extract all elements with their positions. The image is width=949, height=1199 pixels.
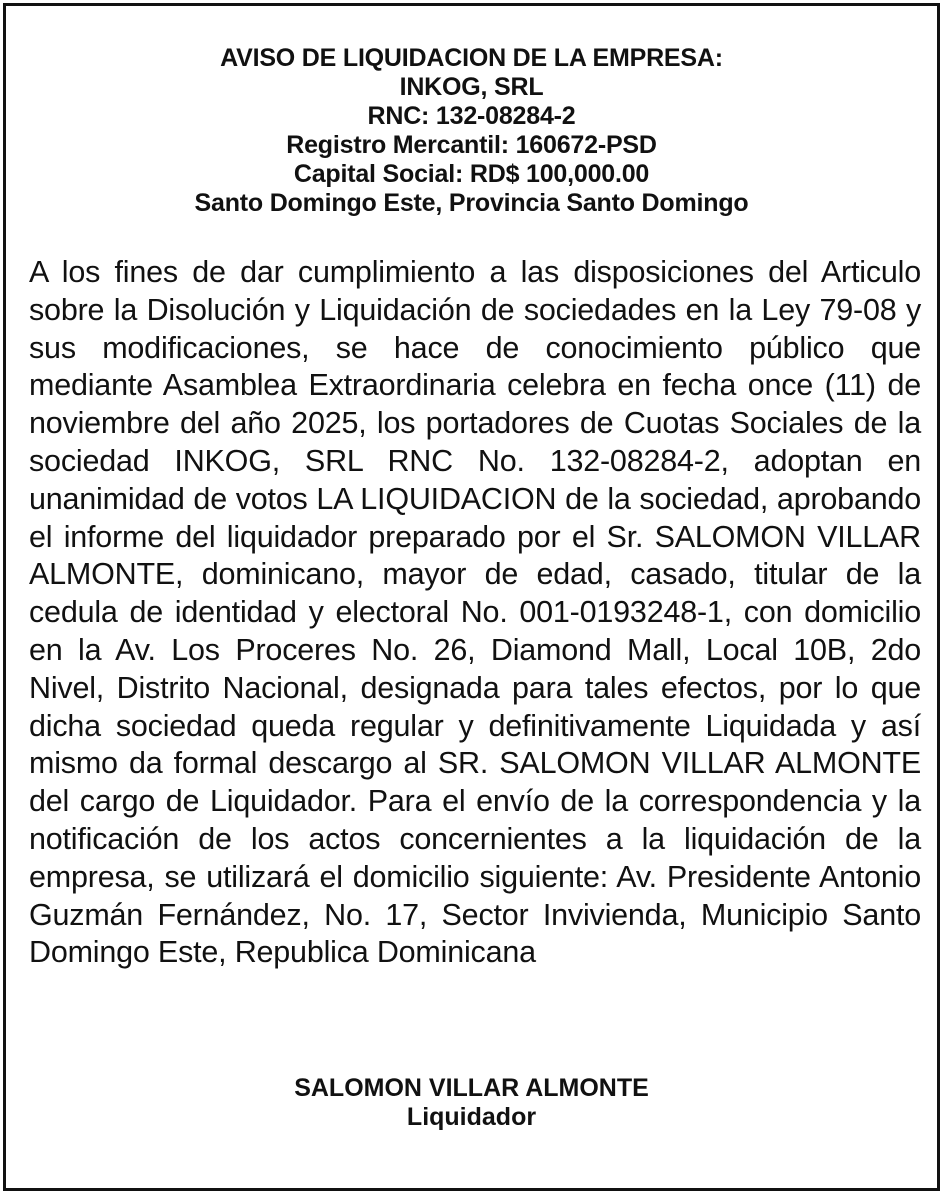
social-capital: Capital Social: RD$ 100,000.00 [293,160,650,188]
mercantile-registry: Registro Mercantil: 160672-PSD [286,131,657,159]
company-location: Santo Domingo Este, Provincia Santo Domingo [194,189,749,217]
notice-frame [3,3,940,1191]
signatory-title: Liquidador [406,1103,537,1131]
notice-header [6,44,937,218]
company-rnc: RNC: 132-08284-2 [367,102,576,130]
notice-body: A los fines de dar cumplimiento a las disposiciones del Articulo sobre la Disolución y Liquidación de sociedades en la Ley 79-08 y sus modificaciones, se hace de conocimiento público que mediante Asamblea Extraordinaria celebra en fecha once (11) de noviembre del año 2025, los portadores de Cuotas Sociales de la sociedad INKOG, SRL RNC No. 132-08284-2, adoptan en unanimidad de votos LA LIQUIDACION de la sociedad, aprobando el informe del liquidador preparado por el Sr. SALOMON VILLAR ALMONTE, dominicano, mayor de edad, casado, titular de la cedula de identidad y electoral No. 001-0193248-1, con domicilio en la Av. Los Proceres No. 26, Diamond Mall, Local 10B, 2do Nivel, Distrito Nacional, designada para tales efectos, por lo que dicha sociedad queda regular y definitivamente Liquidada y así mismo da formal descargo al SR. SALOMON VILLAR ALMONTE del cargo de Liquidador. Para el envío de la correspondencia y la notificación de los actos concernientes a la liquidación de la empresa, se utilizará el domicilio siguiente: Av. Presidente Antonio Guzmán Fernández, No. 17, Sector Invivienda, Municipio Santo Domingo Este, Republica Dominicana [29,255,921,970]
signature-block [6,1074,937,1132]
signatory-name: SALOMON VILLAR ALMONTE [294,1074,649,1102]
company-name: INKOG, SRL [399,73,544,101]
notice-title: AVISO DE LIQUIDACION DE LA EMPRESA: [220,44,723,72]
